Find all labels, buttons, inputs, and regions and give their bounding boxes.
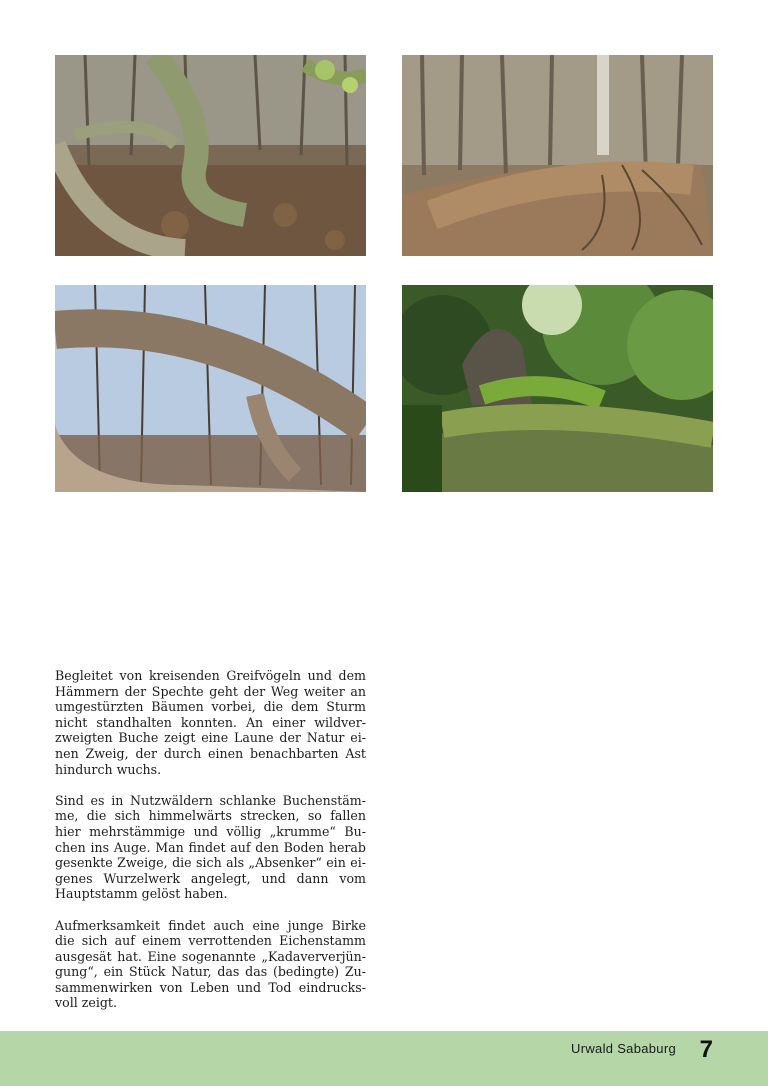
body-paragraph-2: Sind es in Nutzwäldern schlanke Buchenstämme, die sich himmelwärts strecken, so fallen hier mehrstämmige und völlig „krumme“ Buchen ins Auge. Man findet auf den Boden herab gesenkte Zweige, die sich als „Absenker“ ein eigenes Wurzelwerk angelegt, und dann vom Hauptstamm gelöst haben. [55,792,366,902]
photo-curved-beech [55,55,366,256]
photo-fallen-tree [402,55,713,256]
page-footer [0,1031,768,1086]
page-number: 7 [699,1036,713,1063]
photo-mossy-trunk [402,285,713,492]
footer-title: Urwald Sababurg [571,1041,676,1056]
forest-photo-fallen-tree-icon [402,55,713,256]
body-paragraph-3: Aufmerksamkeit findet auch eine junge Birke die sich auf einem verrottenden Eichenstamm ausgesät hat. Eine sogenannte „Kadaververjüngung“, ein Stück Natur, das das (bedingte) Zusammenwirken von Leben und Tod eindrucksvoll zeigt. [55,917,366,1011]
body-paragraph-1: Begleitet von kreisenden Greifvögeln und dem Hämmern der Spechte geht der Weg weiter an umgestürzten Bäumen vorbei, die dem Sturm nicht standhalten konnten. An einer wildverzweigten Buche zeigt eine Laune der Natur einen Zweig, der durch einen benachbarten Ast hindurch wuchs. [55,668,366,777]
forest-photo-mossy-trunk-icon [402,285,713,492]
photo-arched-branch [55,285,366,492]
forest-photo-arched-branch-icon [55,285,366,492]
forest-photo-curved-beech-icon [55,55,366,256]
body-text-column [55,668,366,1027]
